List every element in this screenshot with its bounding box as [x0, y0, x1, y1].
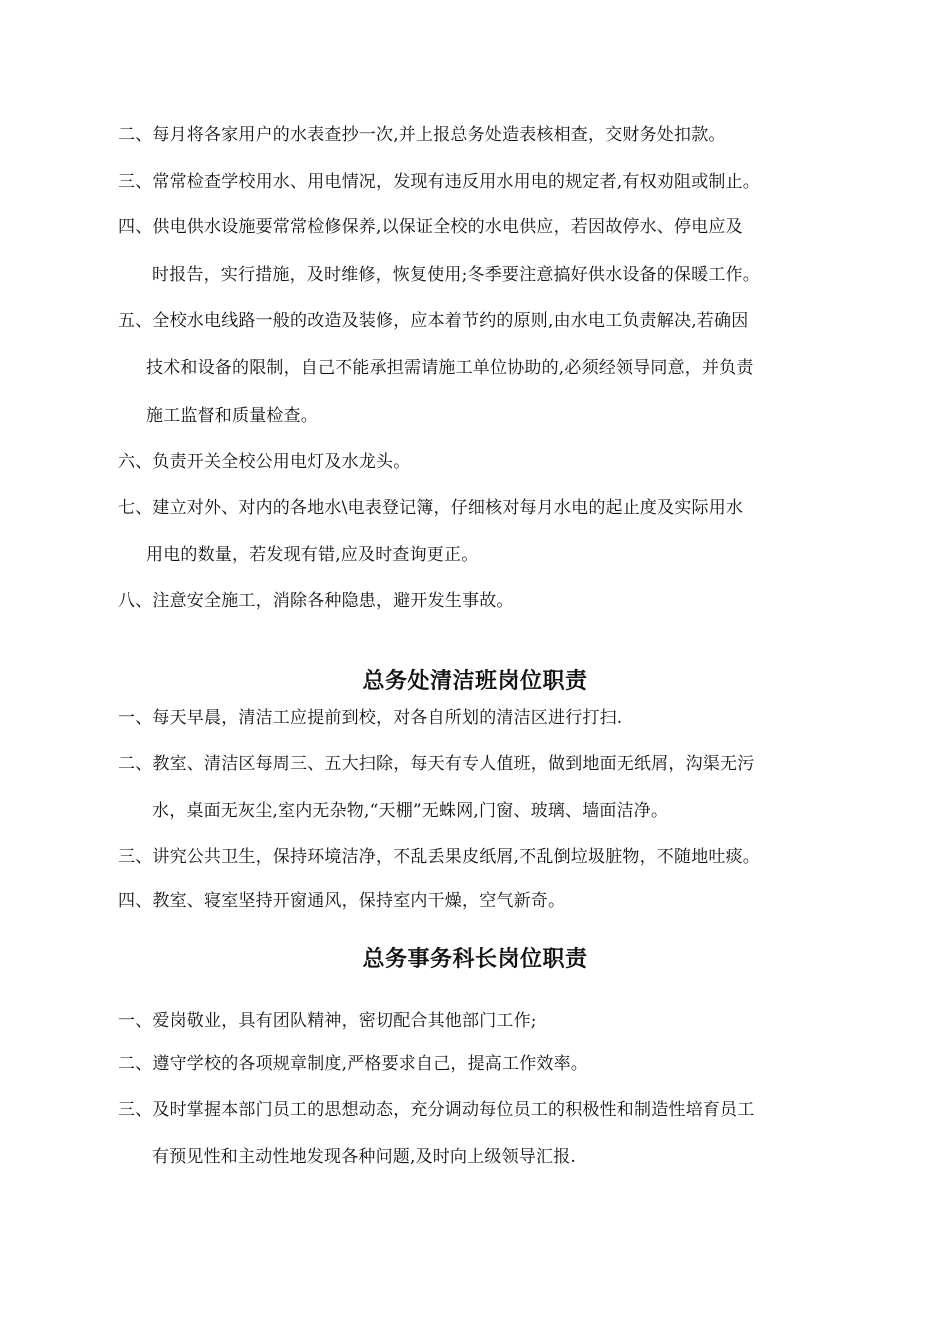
duty-item-7: 七、建立对外、对内的各地水\电表登记簿，仔细核对每月水电的起止度及实际用水: [118, 498, 744, 518]
chief-item-1: 一、爱岗敬业，具有团队精神，密切配合其他部门工作;: [118, 1011, 537, 1031]
chief-item-3: 三、及时掌握本部门员工的思想动态，充分调动每位员工的积极性和制造性培育员工: [118, 1100, 755, 1120]
cleaning-item-3: 三、讲究公共卫生，保持环境洁净，不乱丢果皮纸屑,不乱倒垃圾脏物，不随地吐痰。: [118, 847, 761, 867]
duty-item-2: 二、每月将各家用户的水表查抄一次,并上报总务处造表核相查，交财务处扣款。: [118, 125, 726, 145]
cleaning-item-2: 二、教室、清洁区每周三、五大扫除，每天有专人值班，做到地面无纸屑，沟渠无污: [118, 754, 755, 774]
duty-item-5-cont: 技术和设备的限制，自己不能承担需请施工单位协助的,必须经领导同意，并负责: [146, 358, 754, 378]
duty-item-5: 五、全校水电线路一般的改造及装修，应本着节约的原则,由水电工负责解决,若确因: [118, 311, 749, 331]
cleaning-item-4: 四、教室、寝室坚持开窗通风，保持室内干燥，空气新奇。: [118, 891, 566, 911]
chief-item-2: 二、遵守学校的各项规章制度,严格要求自己，提高工作效率。: [118, 1054, 589, 1074]
duty-item-7-cont: 用电的数量，若发现有错,应及时查询更正。: [146, 545, 479, 565]
cleaning-item-2-cont: 水，桌面无灰尘,室内无杂物,“天棚”无蛛网,门窗、玻璃、墙面洁净。: [152, 801, 669, 821]
duty-item-3: 三、常常检查学校用水、用电情况，发现有违反用水用电的规定者,有权劝阻或制止。: [118, 172, 761, 192]
duty-item-8: 八、注意安全施工，消除各种隐患，避开发生事故。: [118, 591, 514, 611]
duty-item-5-cont2: 施工监督和质量检查。: [146, 406, 318, 426]
section-title-cleaning: 总务处清洁班岗位职责: [362, 668, 588, 694]
chief-item-3-cont: 有预见性和主动性地发现各种问题,及时向上级领导汇报.: [152, 1147, 577, 1167]
cleaning-item-1: 一、每天早晨，清洁工应提前到校，对各自所划的清洁区进行打扫.: [118, 708, 623, 728]
section-title-affairs-chief: 总务事务科长岗位职责: [362, 946, 588, 972]
duty-item-4: 四、供电供水设施要常常检修保养,以保证全校的水电供应，若因故停水、停电应及: [118, 217, 743, 237]
duty-item-6: 六、负责开关全校公用电灯及水龙头。: [118, 452, 411, 472]
duty-item-4-cont: 时报告，实行措施，及时维修，恢复使用;冬季要注意搞好供水设备的保暖工作。: [152, 265, 760, 285]
